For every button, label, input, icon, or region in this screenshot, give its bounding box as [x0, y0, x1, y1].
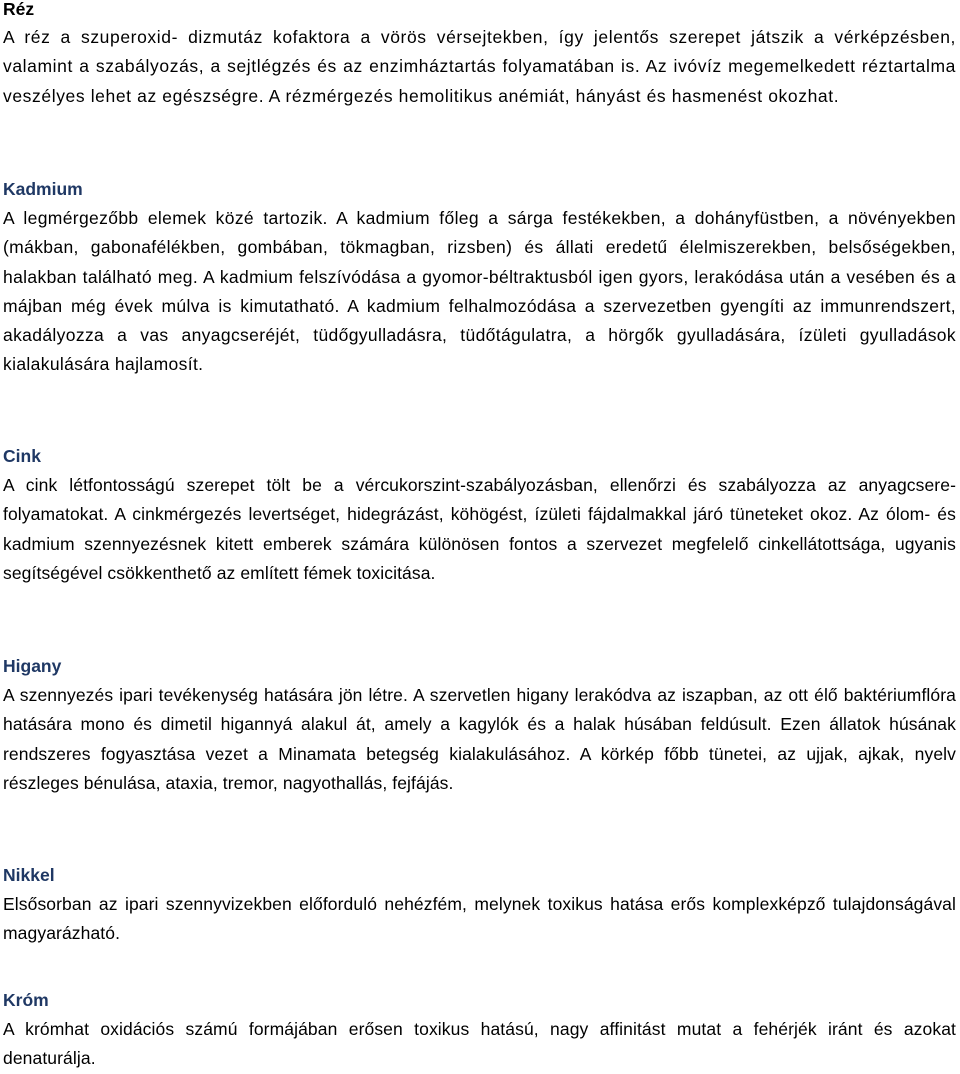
section-heading-kadmium: Kadmium: [3, 179, 83, 199]
section-kadmium: [3, 177, 956, 380]
section-rez: [3, 0, 956, 111]
section-body-rez: A réz a szuperoxid- dizmutáz kofaktora a vörös vérsejtekben, így jelentős szerepet játszik a vérképzésben, valamint a szabályozás, a sejtlégzés és az enzimháztartás folyamatában is. Az ivóvíz megemelkedett réztartalma veszélyes lehet az egészségre. A rézmérgezés hemolitikus anémiát, hányást és hasmenést okozhat.: [3, 27, 956, 106]
section-body-cink: A cink létfontosságú szerepet tölt be a vércukorszint-szabályozásban, ellenőrzi és szabályozza az anyagcsere-folyamatokat. A cinkmérgezés levertséget, hidegrázást, köhögést, ízületi fájdalmakkal járó tüneteket okoz. Az ólom- és kadmium szennyezésnek kitett emberek számára különösen fontos a szervezet megfelelő cinkellátottsága, ugyanis segítségével csökkenthető az említett fémek toxicitása.: [3, 475, 956, 583]
section-body-nikkel: Elsősorban az ipari szennyvizekben előforduló nehézfém, melynek toxikus hatása erős komplexképző tulajdonságával magyarázható.: [3, 894, 956, 944]
section-heading-krom: Króm: [3, 990, 49, 1010]
section-nikkel: [3, 863, 956, 949]
section-heading-cink: Cink: [3, 446, 41, 466]
section-body-krom: A krómhat oxidációs számú formájában erősen toxikus hatású, nagy affinitást mutat a fehérjék iránt és azokat denaturálja.: [3, 1019, 956, 1069]
section-heading-higany: Higany: [3, 656, 62, 676]
section-higany: [3, 654, 956, 798]
section-body-higany: A szennyezés ipari tevékenység hatására jön létre. A szervetlen higany lerakódva az iszapban, az ott élő baktériumflóra hatására mono és dimetil higannyá alakul át, amely a kagylók és a halak húsában feldúsult. Ezen állatok húsának rendszeres fogyasztása vezet a Minamata betegség kialakulásához. A körkép főbb tünetei, az ujjak, ajkak, nyelv részleges bénulása, ataxia, tremor, nagyothallás, fejfájás.: [3, 685, 956, 793]
section-body-kadmium: A legmérgezőbb elemek közé tartozik. A kadmium főleg a sárga festékekben, a dohányfüstben, a növényekben (mákban, gabonafélékben, gombában, tökmagban, rizsben) és állati eredetű élelmiszerekben, belsőségekben, halakban található meg. A kadmium felszívódása a gyomor-béltraktusból igen gyors, lerakódása után a vesében és a májban még évek múlva is kimutatható. A kadmium felhalmozódása a szervezetben gyengíti az immunrendszert, akadályozza a vas anyagcseréjét, tüdőgyulladásra, tüdőtágulatra, a hörgők gyulladására, ízületi gyulladások kialakulására hajlamosít.: [3, 208, 956, 375]
section-heading-nikkel: Nikkel: [3, 865, 55, 885]
section-cink: [3, 444, 956, 588]
section-krom: [3, 988, 956, 1074]
section-heading-rez: Réz: [3, 0, 35, 19]
